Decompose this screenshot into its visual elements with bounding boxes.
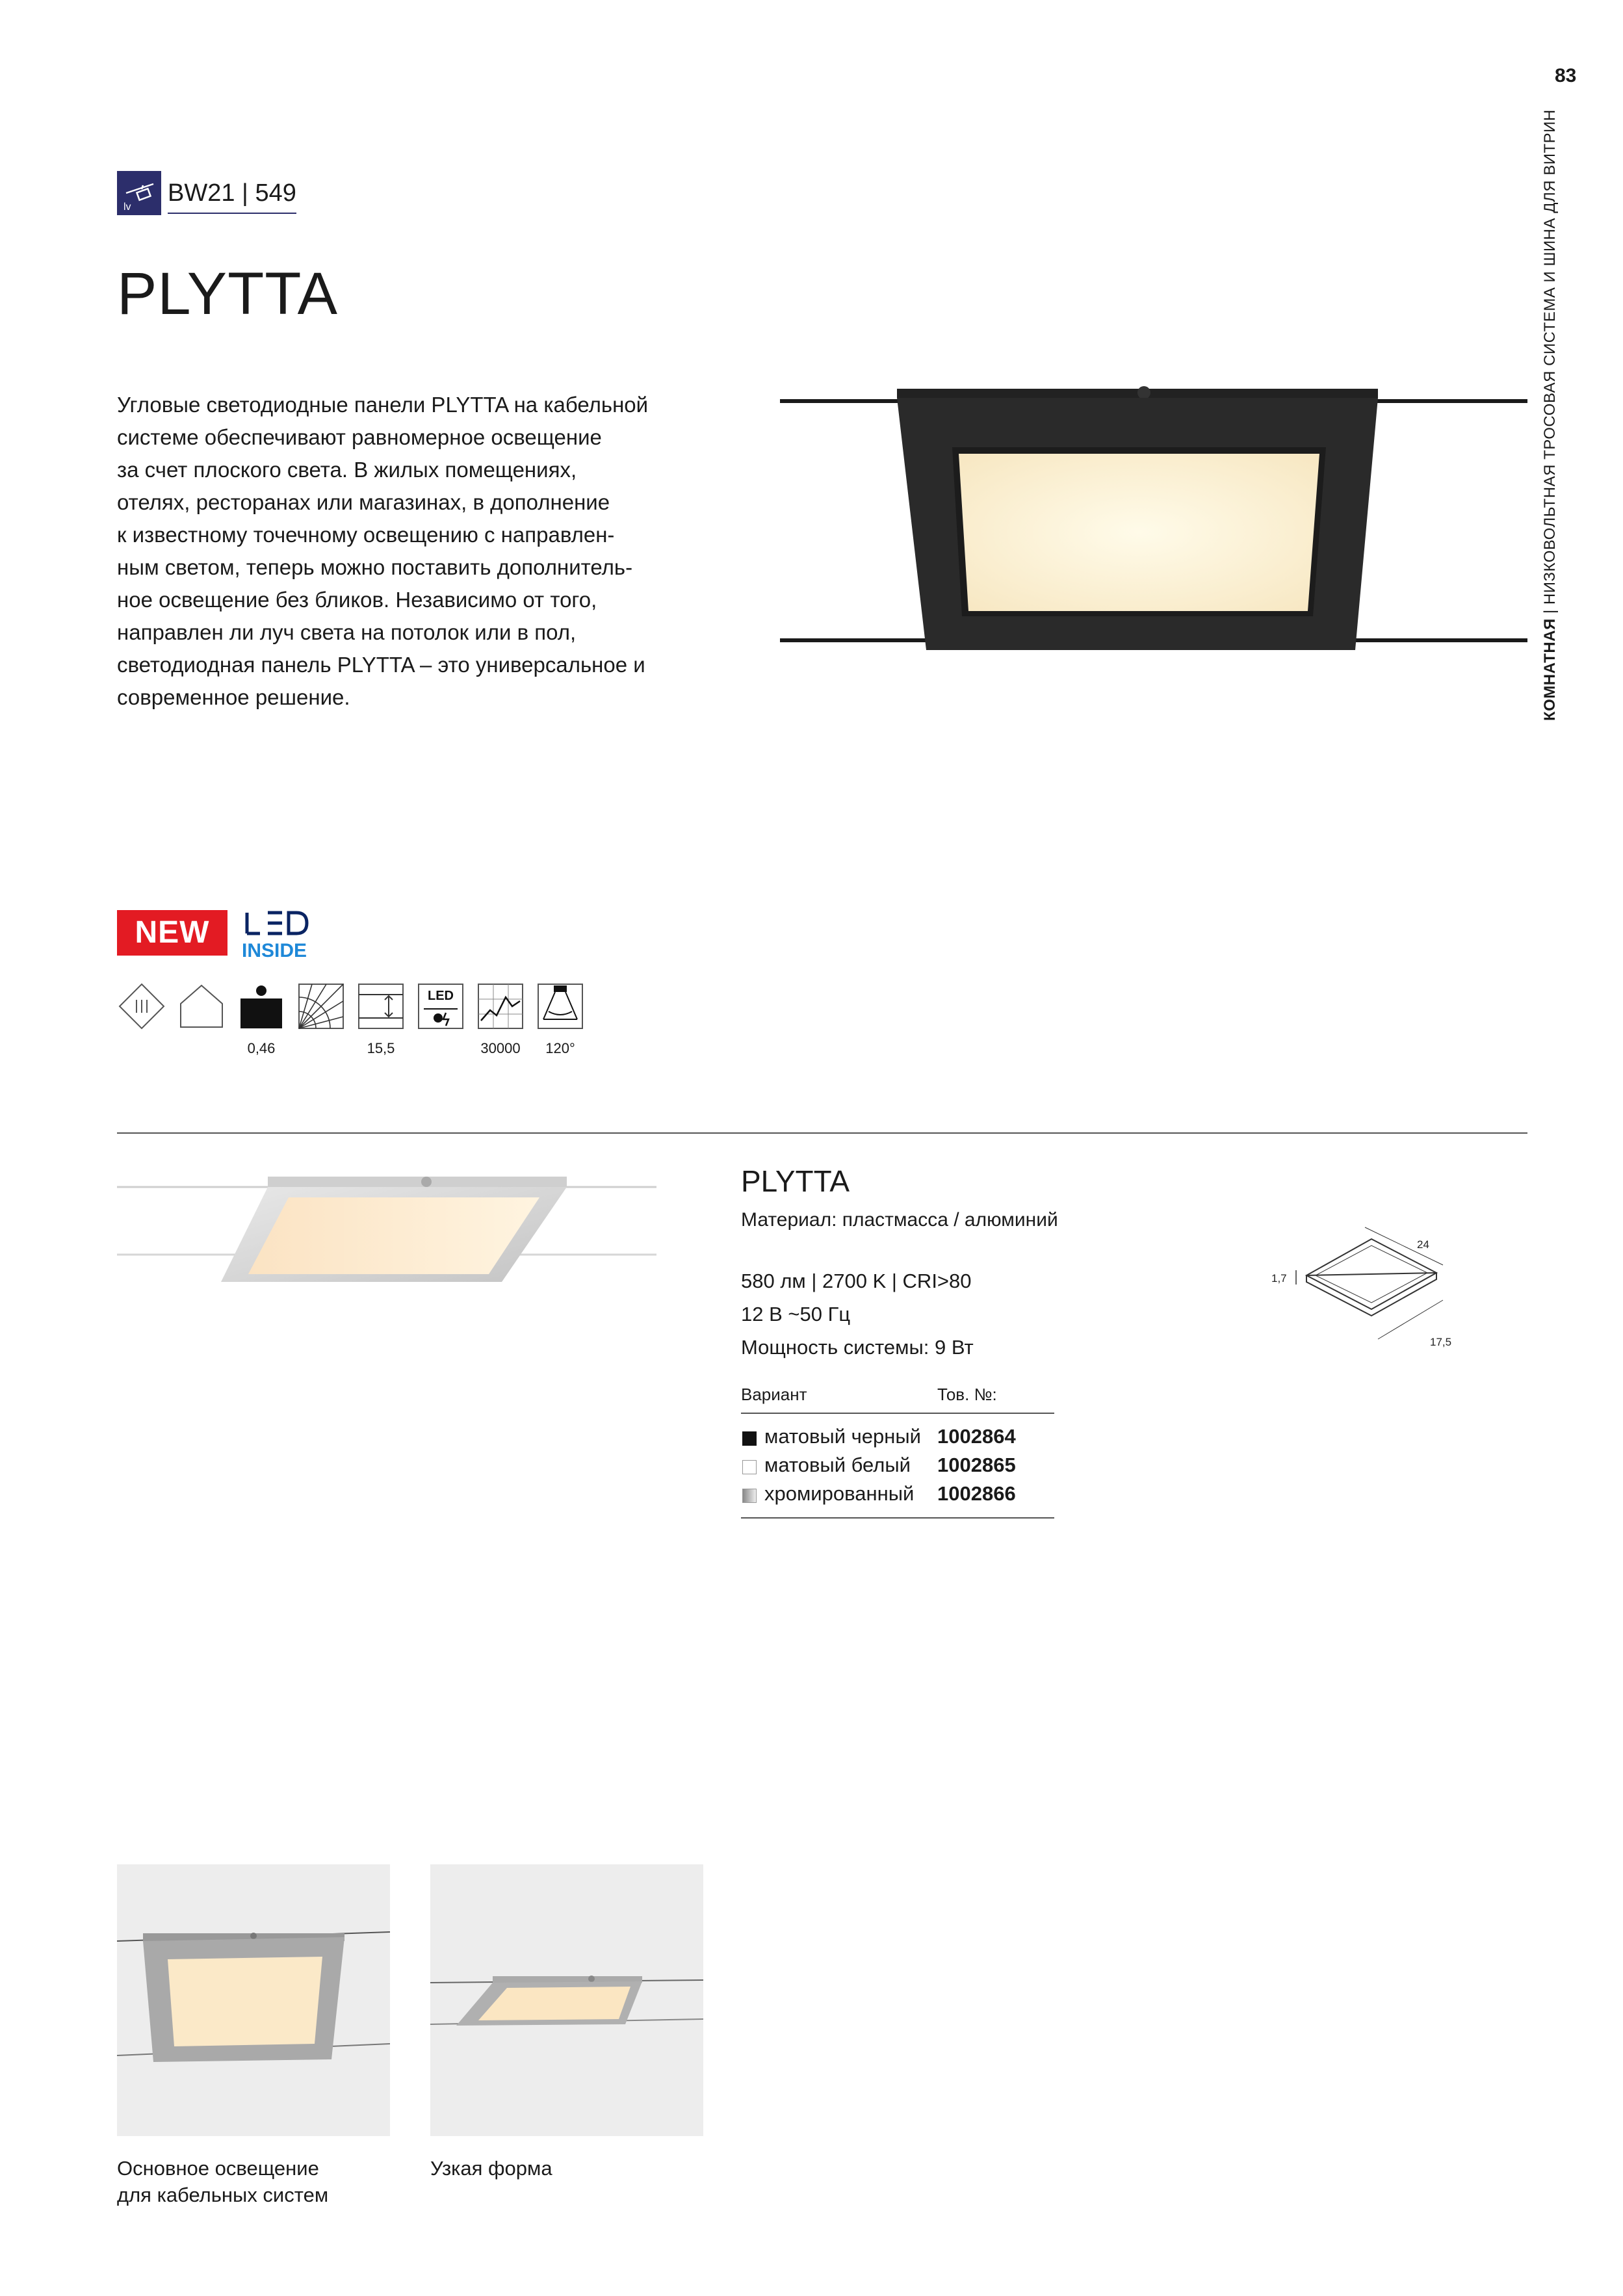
variant-name: хромированный <box>764 1482 915 1505</box>
hero-product-image <box>780 371 1527 663</box>
intro-line: ное освещение без бликов. Независимо от того, <box>117 588 597 612</box>
dim-depth: 17,5 <box>1430 1336 1452 1348</box>
product-name: PLYTTA <box>741 1164 850 1198</box>
color-swatch <box>742 1460 757 1474</box>
intro-line: направлен ли луч света на потолок или в пол, <box>117 620 577 644</box>
article-number: 1002866 <box>937 1482 1016 1505</box>
product-photo <box>117 1164 656 1294</box>
variant-name: матовый черный <box>764 1425 921 1448</box>
hours-value: 30000 <box>480 1040 521 1056</box>
section-title-rest: | НИЗКОВОЛЬТНАЯ ТРОСОВАЯ СИСТЕМА И ШИНА ДЛЯ ВИТРИН <box>1541 109 1559 619</box>
table-row <box>741 1482 1054 1511</box>
intro-line: Угловые светодиодные панели PLYTTA на кабельной <box>117 393 649 417</box>
caption-line: Основное освещение <box>117 2157 319 2180</box>
color-swatch <box>742 1489 757 1503</box>
height-value: 15,5 <box>367 1040 395 1056</box>
number-column-header: Тов. №: <box>937 1385 997 1404</box>
intro-line: к известному точечному освещению с направлен- <box>117 523 615 547</box>
gallery-caption <box>117 2155 390 2208</box>
intro-line: отелях, ресторанах или магазинах, в дополнение <box>117 490 610 514</box>
intro-line: за счет плоского света. В жилых помещениях, <box>117 458 577 482</box>
dimension-drawing <box>1267 1222 1462 1352</box>
intro-line: системе обеспечивают равномерное освещение <box>117 425 602 449</box>
height-icon <box>356 982 406 1031</box>
weight-icon <box>237 982 286 1031</box>
caption-line: Узкая форма <box>430 2157 552 2180</box>
caption-line: для кабельных систем <box>117 2184 329 2206</box>
variants-header <box>741 1385 1054 1414</box>
variant-column-header: Вариант <box>741 1385 807 1404</box>
section-title <box>1534 109 1566 722</box>
hours-icon <box>476 982 525 1031</box>
spec-icons-row <box>117 982 611 1060</box>
beam-pattern-icon <box>296 982 346 1031</box>
page-number: 83 <box>1555 65 1577 86</box>
led-lifetime-icon <box>416 982 465 1031</box>
article-number: 1002865 <box>937 1454 1016 1476</box>
spec-line: Мощность системы: 9 Вт <box>741 1336 974 1359</box>
gallery-photo-narrow-form <box>430 1864 703 2136</box>
gallery-caption <box>430 2155 703 2182</box>
variants-table <box>741 1425 1054 1519</box>
weight-value: 0,46 <box>247 1040 276 1056</box>
intro-line: светодиодная панель PLYTTA – это универсальное и <box>117 653 645 677</box>
beam-angle-value: 120° <box>545 1040 575 1056</box>
intro-line: современное решение. <box>117 685 350 709</box>
led-label: LED <box>428 989 454 1003</box>
beam-angle-icon <box>536 982 585 1031</box>
article-number: 1002864 <box>937 1425 1016 1448</box>
led-inside-icon <box>242 907 313 959</box>
section-title-bold: КОМНАТНАЯ <box>1541 618 1559 721</box>
new-badge: NEW <box>117 910 227 956</box>
product-material: Материал: пластмасса / алюминий <box>741 1209 1058 1231</box>
catalog-code: BW21 | 549 <box>168 179 296 214</box>
dim-height: 1,7 <box>1271 1272 1287 1285</box>
lv-icon-label: lv <box>123 202 131 213</box>
section-divider <box>117 1132 1527 1134</box>
product-specs <box>741 1264 974 1364</box>
house-icon <box>177 982 226 1031</box>
class-iii-icon <box>117 982 166 1031</box>
intro-line: ным светом, теперь можно поставить дополнитель- <box>117 555 633 579</box>
table-row <box>741 1454 1054 1482</box>
spec-line: 580 лм | 2700 K | CRI>80 <box>741 1270 972 1292</box>
lv-track-icon <box>117 171 161 215</box>
led-inside-label: INSIDE <box>242 940 307 959</box>
table-row <box>741 1425 1054 1454</box>
intro-text <box>117 389 689 714</box>
color-swatch <box>742 1431 757 1446</box>
dim-width: 24 <box>1417 1238 1429 1251</box>
gallery-photo-main-lighting <box>117 1864 390 2136</box>
spec-line: 12 В ~50 Гц <box>741 1303 851 1325</box>
page-title: PLYTTA <box>117 261 338 327</box>
variant-name: матовый белый <box>764 1454 911 1476</box>
